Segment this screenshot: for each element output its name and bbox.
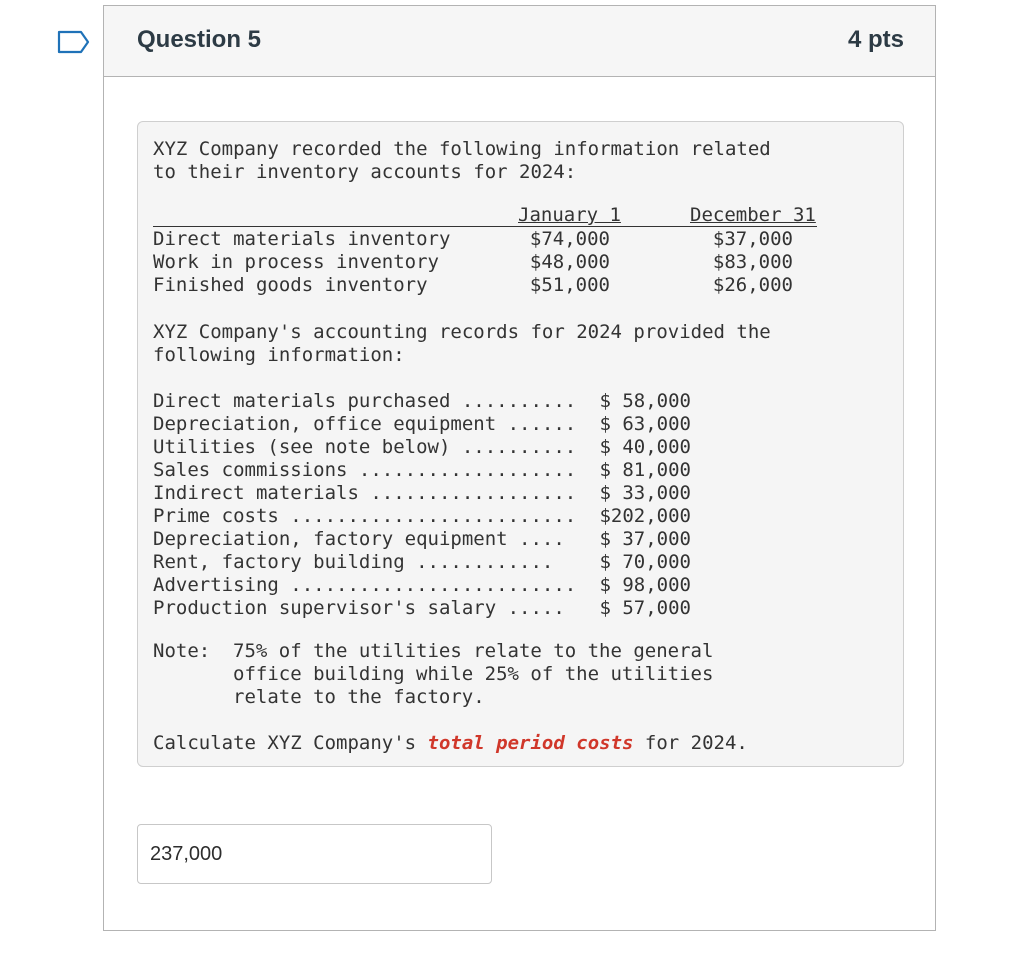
question-title: Question 5 [137, 26, 262, 53]
inventory-row-dec: $26,000 [712, 274, 793, 296]
cost-item-label: Sales commissions ................... [153, 459, 577, 481]
cost-item-label: Production supervisor's salary ..... [153, 597, 565, 619]
inventory-row-jan: $51,000 [529, 274, 610, 296]
note-label: Note: [153, 640, 211, 662]
cost-item-label: Depreciation, factory equipment .... [153, 528, 565, 550]
intro-text: XYZ Company recorded the following information related to their inventory accounts for 2024: [153, 138, 771, 183]
cost-item-label: Direct materials purchased .......... [153, 390, 577, 412]
column-header-january: January 1 [518, 204, 621, 226]
cost-item-value: $ 98,000 [599, 574, 691, 596]
inventory-row-dec: $37,000 [712, 228, 793, 250]
inventory-row-jan: $48,000 [529, 251, 610, 273]
question-points: 4 pts [847, 26, 904, 53]
cost-item-label: Depreciation, office equipment ...... [153, 413, 577, 435]
inventory-row-label: Finished goods inventory [153, 274, 428, 296]
question-header [104, 6, 935, 77]
note-text: 75% of the utilities relate to the general office building while 25% of the utilities relate to the factory. [233, 640, 714, 708]
cost-item-value: $ 37,000 [599, 528, 691, 550]
cost-item-value: $ 63,000 [599, 413, 691, 435]
inventory-row-label: Work in process inventory [153, 251, 439, 273]
table-rule [153, 226, 817, 227]
cost-item-value: $ 33,000 [599, 482, 691, 504]
cost-item-value: $ 81,000 [599, 459, 691, 481]
cost-item-value: $ 57,000 [599, 597, 691, 619]
inventory-row-jan: $74,000 [529, 228, 610, 250]
bookmark-flag-icon[interactable] [57, 30, 91, 54]
records-text: XYZ Company's accounting records for 2024 provided the following information: [153, 321, 771, 366]
cost-item-value: $ 40,000 [599, 436, 691, 458]
cost-item-label: Rent, factory building ............ [153, 551, 554, 573]
cost-item-label: Prime costs ......................... [153, 505, 577, 527]
cost-item-value: $202,000 [599, 505, 691, 527]
question-card [103, 5, 936, 931]
inventory-row-label: Direct materials inventory [153, 228, 451, 250]
cost-item-label: Advertising ......................... [153, 574, 577, 596]
calculation-prompt: Calculate XYZ Company's total period costs for 2024. [153, 732, 748, 754]
column-header-december: December 31 [690, 204, 816, 226]
emphasis-text: total period costs [427, 732, 634, 754]
answer-input[interactable]: 237,000 [137, 824, 492, 884]
cost-item-label: Indirect materials .................. [153, 482, 577, 504]
inventory-row-dec: $83,000 [712, 251, 793, 273]
cost-item-label: Utilities (see note below) .......... [153, 436, 577, 458]
cost-item-value: $ 70,000 [599, 551, 691, 573]
cost-item-value: $ 58,000 [599, 390, 691, 412]
problem-statement [137, 121, 904, 767]
